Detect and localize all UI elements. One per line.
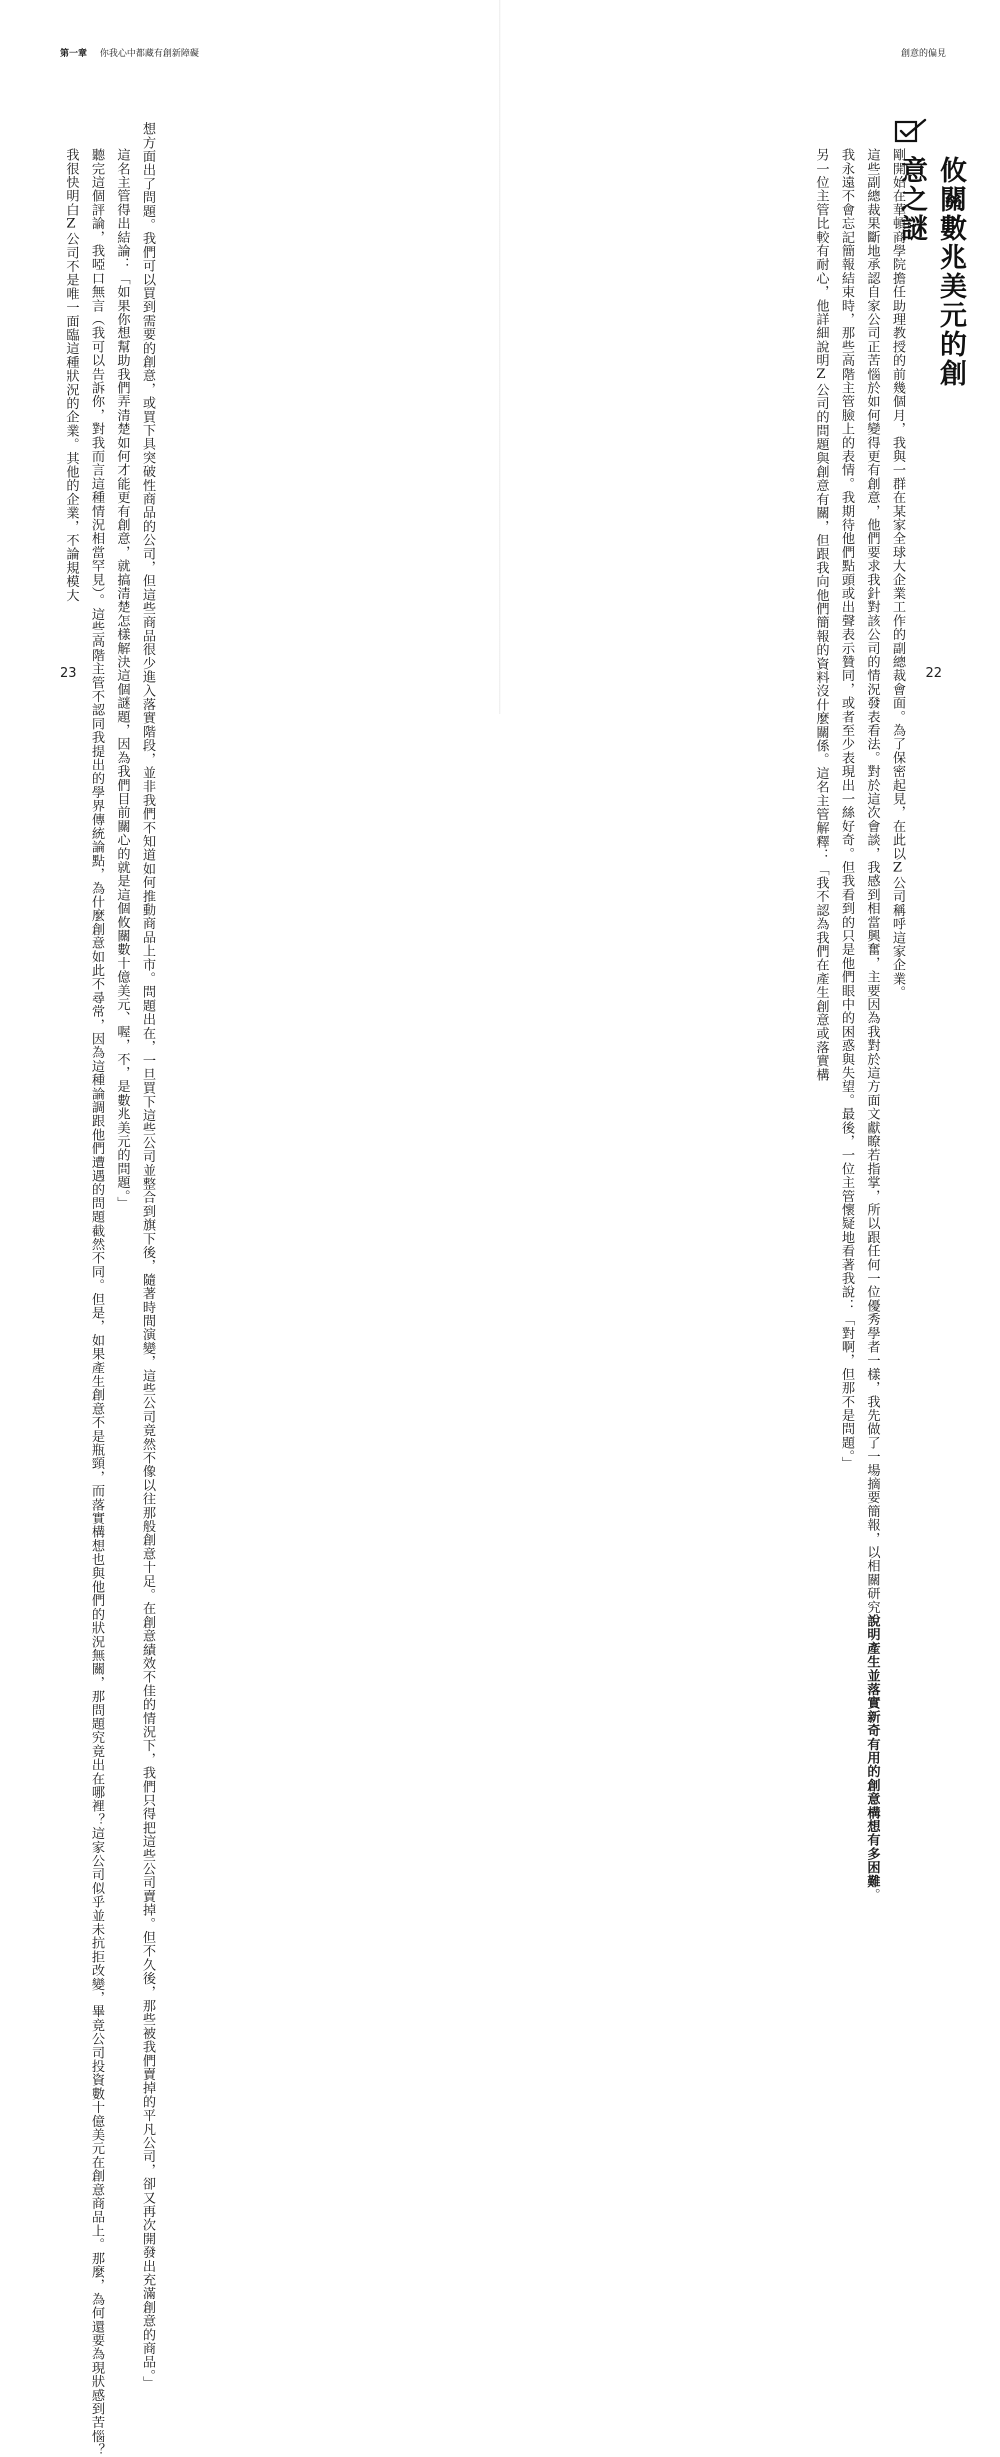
paragraph: 想方面出了問題。我們可以買到需要的創意，或買下具突破性商品的公司，但這些商品很少進入落實階段，並非我們不知道如何推動商品上市。問題出在，一旦買下這些公司並整合到旗下後，隨著時間演變，這些公司竟然不像以往那般創意十足。在創意績效不佳的情況下，我們只得把這些公司賣掉。但不久後，那些被我們賣掉的平凡公司，卻又再次開發出充滿創意的商品。」 (140, 122, 155, 2390)
paragraph: 這名主管得出結論：「如果你想幫助我們弄清楚如何才能更有創意，就搞清楚怎樣解決這個謎題，因為我們目前關心的就是這個攸關數十億美元、喔，不，是數兆美元的問題。」 (114, 148, 130, 1211)
right-page (500, 0, 1000, 1902)
page-number-right: 22 (925, 666, 942, 681)
bold-emphasis: 說明產生並落實新奇有用的創意構想有多困難 (864, 1614, 880, 1889)
running-head-left (60, 46, 199, 59)
paragraph: 聽完這個評論，我啞口無言（我可以告訴你，對我而言這種情況相當罕見）。這些高階主管不認同我提出的學界傳統論點，為什麼創意如此不尋常，因為這種論調跟他們遭遇的問題截然不同。但是，如果產生創意不是瓶頸，而落實構想也與他們的狀況無關，那問題究竟出在哪裡？這家公司似乎並未抗拒改變，畢竟公司投資數十億美元在創意商品上。那麼，為何還要為現狀感到苦惱？ (89, 148, 104, 2457)
paragraph: 另一位主管比較有耐心，他詳細說明Z公司的問題與創意有關，但跟我向他們簡報的資料沒什麼關係。這名主管解釋：「我不認為我們在產生創意或落實構 (813, 148, 829, 1082)
section-title: 攸關數兆美元的創意之謎 (896, 156, 966, 388)
paragraph (859, 122, 885, 1902)
page-number-left: 23 (60, 666, 77, 681)
running-head-right: 創意的偏見 (900, 49, 946, 59)
paragraph-text: 這些副總裁果斷地承認自家公司正苦惱於如何變得更有創意，他們要求我針對該公司的情況發表看法。對於這次會談，我感到相當興奮，主要因為我對於這方面文獻瞭若指掌，所以跟任何一位優秀學者一樣，我先做了一場摘要簡報，以相關研究 (864, 148, 880, 1615)
chapter-number: 第一章 (60, 49, 88, 59)
paragraph: 剛開始在華頓商學院擔任助理教授的前幾個月，我與一群在某家全球大企業工作的副總裁會面。為了保密起見，在此以Z公司稱呼這家企業。 (890, 148, 905, 1000)
paragraph-end: 。 (864, 1888, 880, 1902)
right-page-body (808, 122, 910, 1902)
paragraph: 我很快明白Z公司不是唯一面臨這種狀況的企業。其他的企業，不論規模大 (63, 148, 79, 603)
chapter-title: 你我心中都藏有創新障礙 (99, 49, 199, 59)
paragraph: 我永遠不會忘記簡報結束時，那些高階主管臉上的表情。我期待他們點頭或出聲表示贊同，或者至少表現出一絲好奇。但我看到的只是他們眼中的困惑與失望。最後，一位主管懷疑地看著我說：「對啊，但那不是問題。」 (839, 148, 854, 1471)
